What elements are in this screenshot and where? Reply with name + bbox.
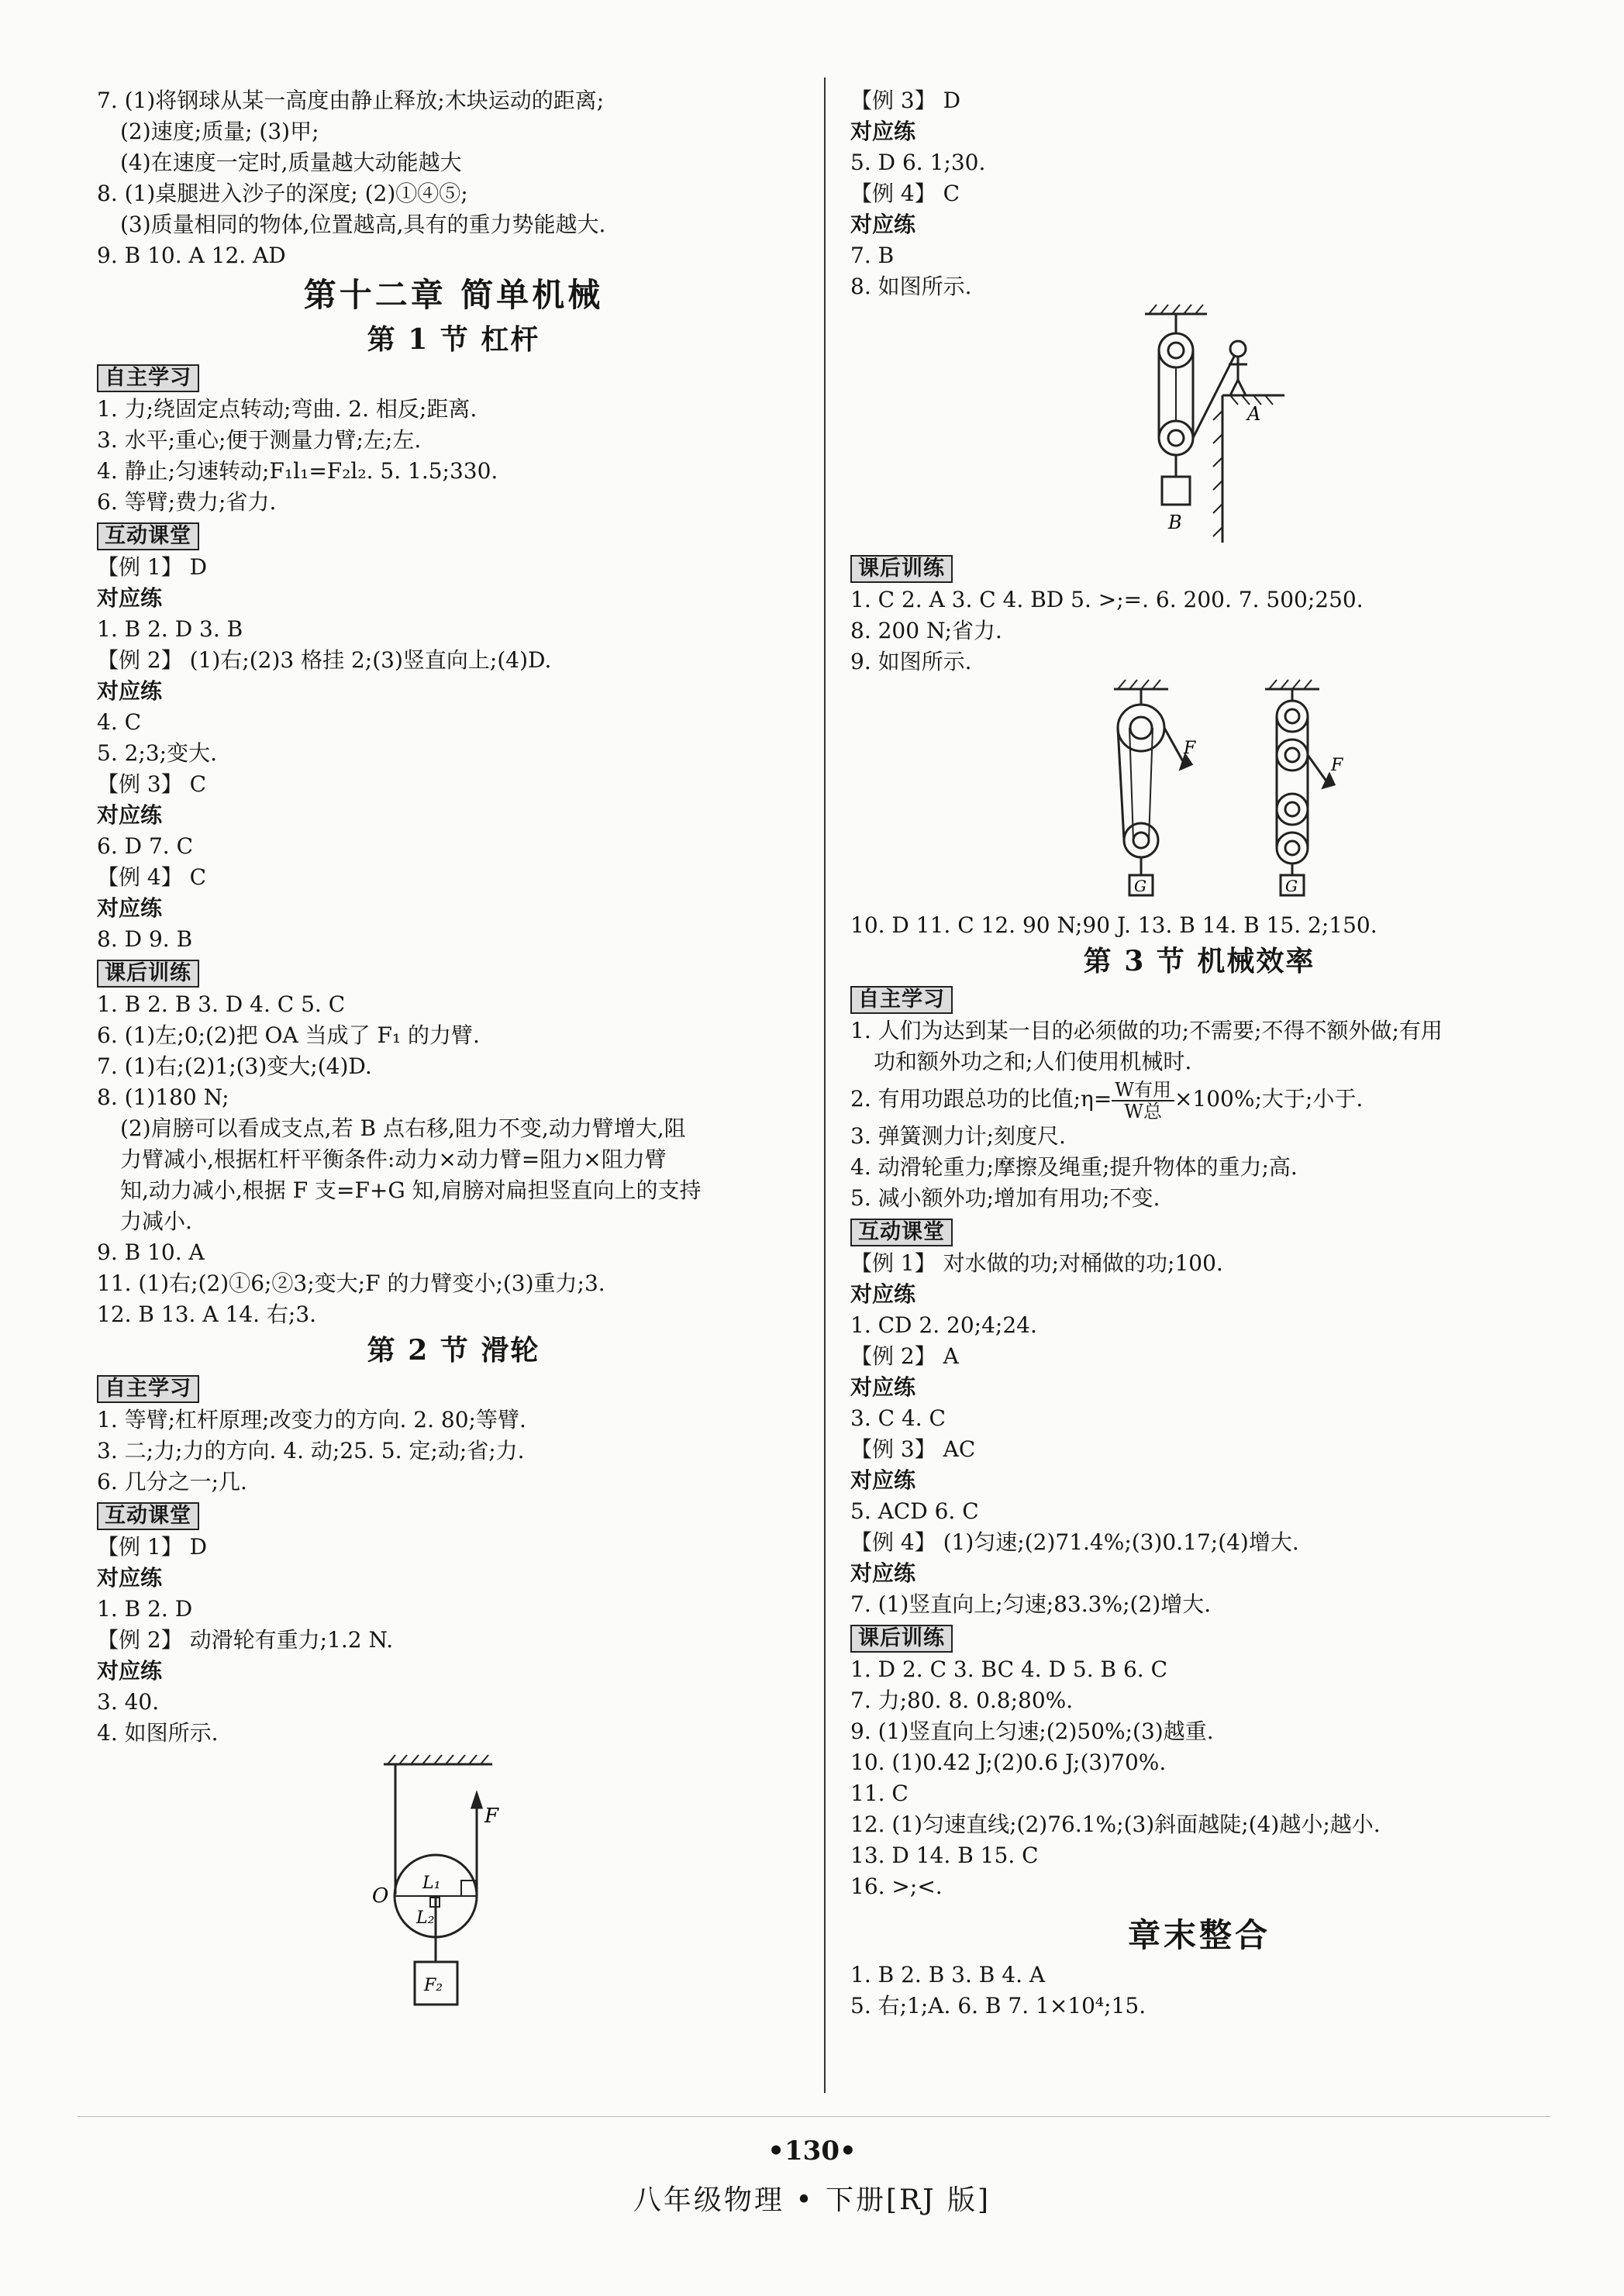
answer-line: 5. D 6. 1;30. <box>850 150 986 175</box>
label-F: F <box>1331 756 1343 775</box>
answer-line: 1. C 2. A 3. C 4. BD 5. >;=. 6. 200. 7. 500;250. <box>850 587 1364 612</box>
section-label: 自主学习 <box>97 1375 199 1403</box>
answer-line: 【例 4】 C <box>97 864 207 890</box>
label-F2: F₂ <box>424 1976 443 1995</box>
answer-line: 10. D 11. C 12. 90 N;90 J. 13. B 14. B 15. 2;150. <box>850 912 1377 938</box>
answer-line: 对应练 <box>97 802 163 828</box>
answer-line: 7. (1)竖直向上;匀速;83.3%;(2)增大. <box>850 1591 1212 1617</box>
answer-line: 9. 如图所示. <box>850 649 972 674</box>
answer-line: 8. (1)桌腿进入沙子的深度; (2)①④⑤; <box>97 181 468 206</box>
answer-line: 对应练 <box>850 1467 916 1493</box>
label-O: O <box>372 1884 389 1908</box>
answer-line: 1. B 2. B 3. D 4. C 5. C <box>97 991 346 1017</box>
answer-line: 4. 动滑轮重力;摩擦及绳重;提升物体的重力;高. <box>850 1154 1298 1180</box>
answer-line: 4. C <box>97 709 142 735</box>
section-label: 自主学习 <box>97 364 199 392</box>
answer-line: 7. (1)右;(2)1;(3)变大;(4)D. <box>97 1053 372 1079</box>
answer-line: 对应练 <box>97 1565 163 1591</box>
answer-line: 7. (1)将钢球从某一高度由静止释放;木块运动的距离; <box>97 88 605 113</box>
label-B: B <box>1168 512 1182 533</box>
answer-line: 功和额外功之和;人们使用机械时. <box>874 1049 1192 1074</box>
section-label: 课后训练 <box>97 960 199 988</box>
answer-line: 【例 1】 对水做的功;对桶做的功;100. <box>850 1250 1223 1276</box>
answer-line: 【例 3】 D <box>850 88 961 113</box>
answer-line: 【例 4】 (1)匀速;(2)71.4%;(3)0.17;(4)增大. <box>850 1529 1299 1555</box>
fraction-numerator: W有用 <box>1112 1080 1174 1101</box>
answer-line: 1. CD 2. 20;4;24. <box>850 1312 1037 1338</box>
answer-line: 8. (1)180 N; <box>97 1084 229 1110</box>
column-divider <box>824 78 826 2093</box>
answer-line: (2)速度;质量; (3)甲; <box>120 119 319 144</box>
section-label: 互动课堂 <box>97 522 199 550</box>
label-L2: L₂ <box>416 1908 435 1928</box>
section-label: 课后训练 <box>850 555 953 583</box>
answer-line: 5. ACD 6. C <box>850 1498 979 1524</box>
answer-line: 3. 水平;重心;便于测量力臂;左;左. <box>97 427 422 453</box>
answer-line: 5. 减小额外功;增加有用功;不变. <box>850 1185 1160 1211</box>
answer-line: 【例 1】 D <box>97 1534 208 1560</box>
answer-line: 【例 3】 C <box>97 771 207 797</box>
answer-line: 3. 40. <box>97 1689 160 1715</box>
answer-line: 【例 1】 D <box>97 554 208 580</box>
answer-line: 对应练 <box>97 1658 163 1684</box>
answer-line: 对应练 <box>97 678 163 704</box>
answer-line: 11. C <box>850 1781 909 1806</box>
efficiency-formula-line <box>850 1077 1548 1121</box>
answer-line: 4. 如图所示. <box>97 1720 219 1746</box>
answer-line: 知,动力减小,根据 F 支=F+G 知,肩膀对扁担竖直向上的支持 <box>120 1177 702 1203</box>
answer-line: 【例 2】 动滑轮有重力;1.2 N. <box>97 1627 394 1653</box>
answer-line: 5. 2;3;变大. <box>97 740 218 766</box>
answer-line: 6. D 7. C <box>97 833 194 859</box>
answer-line: 7. 力;80. 8. 0.8;80%. <box>850 1688 1074 1713</box>
answer-line: 【例 4】 C <box>850 181 960 206</box>
answer-line: (2)肩膀可以看成支点,若 B 点右移,阻力不变,动力臂增大,阻 <box>120 1115 686 1141</box>
section-label: 互动课堂 <box>850 1219 953 1246</box>
answer-line: 9. B 10. A <box>97 1239 205 1265</box>
answer-line: 1. 力;绕固定点转动;弯曲. 2. 相反;距离. <box>97 396 478 422</box>
pulley-system-figure <box>850 302 1548 550</box>
answer-line: 5. 右;1;A. 6. B 7. 1×10⁴;15. <box>850 1993 1146 2018</box>
answer-line: 1. 等臂;杠杆原理;改变力的方向. 2. 80;等臂. <box>97 1407 526 1432</box>
answer-line: 1. D 2. C 3. BC 4. D 5. B 6. C <box>850 1656 1168 1682</box>
answer-line: 【例 3】 AC <box>850 1436 976 1462</box>
section-label: 互动课堂 <box>97 1502 199 1530</box>
answer-line: 1. B 2. D <box>97 1596 193 1622</box>
answer-line: 对应练 <box>850 1281 916 1307</box>
answer-line: 8. 如图所示. <box>850 274 972 299</box>
label-G: G <box>1134 877 1146 895</box>
answer-line: 3. 二;力;力的方向. 4. 动;25. 5. 定;动;省;力. <box>97 1438 525 1463</box>
answer-line: 1. B 2. D 3. B <box>97 616 243 642</box>
efficiency-fraction <box>1112 1080 1174 1122</box>
left-column <box>97 85 810 2012</box>
ch11-tail <box>97 85 810 271</box>
formula-suffix: ×100%;大于;小于. <box>1174 1086 1364 1112</box>
answer-line: 13. D 14. B 15. C <box>850 1843 1039 1868</box>
answer-line: 3. C 4. C <box>850 1405 946 1431</box>
label-F: F <box>1184 739 1196 758</box>
right-column <box>850 85 1548 2022</box>
answer-line: 6. 几分之一;几. <box>97 1469 247 1494</box>
section-label: 课后训练 <box>850 1625 953 1653</box>
chapter-title: 第十二章 简单机械 <box>303 276 604 314</box>
answer-line: 对应练 <box>97 585 163 611</box>
answer-line: 16. >;<. <box>850 1874 943 1899</box>
book-title: 八年级物理 • 下册[RJ 版] <box>633 2184 991 2216</box>
answer-line: 7. B <box>850 243 895 268</box>
label-A: A <box>1247 403 1261 425</box>
answer-line: 对应练 <box>850 212 916 237</box>
answer-line: 对应练 <box>97 895 163 921</box>
answer-line: 【例 2】 A <box>850 1343 959 1369</box>
answer-line: 12. (1)匀速直线;(2)76.1%;(3)斜面越陡;(4)越小;越小. <box>850 1812 1381 1837</box>
answer-line: 8. D 9. B <box>97 926 193 952</box>
pulley-block-figure <box>850 677 1548 910</box>
section-title: 第 3 节 机械效率 <box>1083 945 1315 977</box>
answer-line: 对应练 <box>850 119 916 144</box>
answer-line: 对应练 <box>850 1374 916 1400</box>
answer-line: 力减小. <box>120 1208 192 1234</box>
answer-line: 10. (1)0.42 J;(2)0.6 J;(3)70%. <box>850 1750 1167 1775</box>
answer-line: 【例 2】 (1)右;(2)3 格挂 2;(3)竖直向上;(4)D. <box>97 647 552 673</box>
label-L1: L₁ <box>422 1874 441 1893</box>
fraction-denominator: W总 <box>1124 1100 1162 1122</box>
section-title: 第 1 节 杠杆 <box>367 323 540 356</box>
label-F: F <box>484 1805 499 1828</box>
footer-rule <box>78 2116 1550 2117</box>
label-G: G <box>1285 877 1298 895</box>
answer-line: 对应练 <box>850 1560 916 1586</box>
pulley-lever-figure <box>97 1749 810 2012</box>
formula-prefix: 2. 有用功跟总功的比值;η= <box>850 1086 1112 1112</box>
answer-line: 1. B 2. B 3. B 4. A <box>850 1962 1046 1987</box>
answer-line: 11. (1)右;(2)①6;②3;变大;F 的力臂变小;(3)重力;3. <box>97 1270 605 1296</box>
section-title: 第 2 节 滑轮 <box>367 1334 540 1367</box>
section-label: 自主学习 <box>850 986 953 1014</box>
answer-line: 9. (1)竖直向上匀速;(2)50%;(3)越重. <box>850 1719 1214 1744</box>
answer-line: (4)在速度一定时,质量越大动能越大 <box>120 150 462 175</box>
answer-line: 3. 弹簧测力计;刻度尺. <box>850 1123 1066 1149</box>
answer-line: 9. B 10. A 12. AD <box>97 243 286 268</box>
page-number: •130• <box>767 2136 857 2167</box>
answer-line: 力臂减小,根据杠杆平衡条件:动力×动力臂=阻力×阻力臂 <box>120 1146 667 1172</box>
answer-line: 8. 200 N;省力. <box>850 618 1002 643</box>
answer-line: 6. (1)左;0;(2)把 OA 当成了 F₁ 的力臂. <box>97 1022 480 1048</box>
answer-line: 1. 人们为达到某一目的必须做的功;不需要;不得不额外做;有用 <box>850 1018 1443 1043</box>
answer-line: 6. 等臂;费力;省力. <box>97 489 277 515</box>
answer-line: (3)质量相同的物体,位置越高,具有的重力势能越大. <box>120 212 606 237</box>
answer-line: 4. 静止;匀速转动;F₁l₁=F₂l₂. 5. 1.5;330. <box>97 458 498 484</box>
summary-title: 章末整合 <box>1127 1916 1271 1954</box>
answer-line: 12. B 13. A 14. 右;3. <box>97 1301 317 1327</box>
